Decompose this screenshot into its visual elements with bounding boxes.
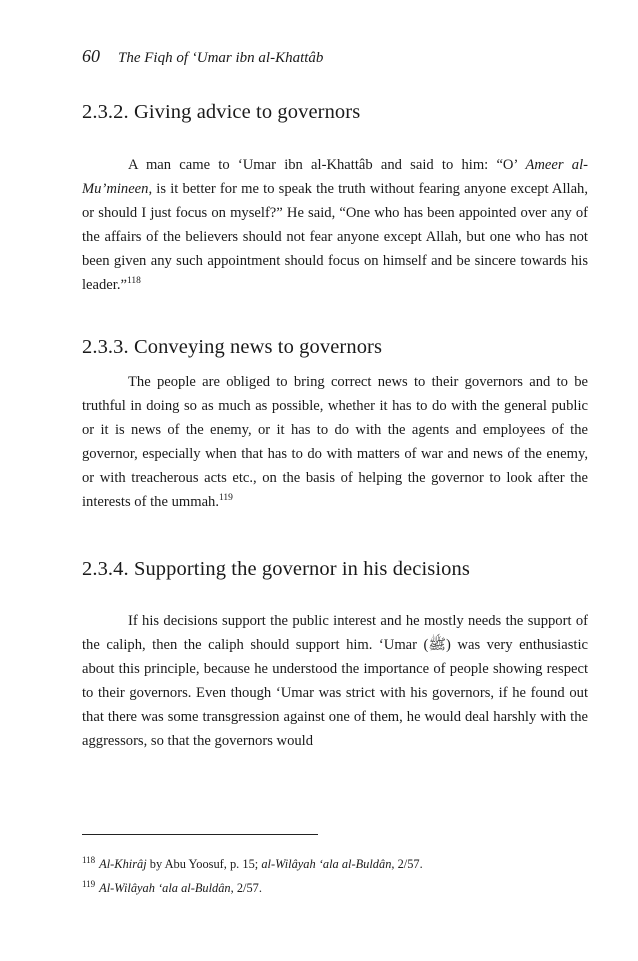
page-number: 60 <box>82 46 100 66</box>
footnote-118 <box>82 854 423 872</box>
paragraph-text: If his decisions support the public interest and he mostly needs the support of the caliph, then the caliph should support him. ‘Umar (ﷺ) was very enthusiastic about this principle, because he understood the importance of people showing respect to their governors. Even though ‘Umar was strict with his governors, if he found out that there was some transgression against one of them, he would deal harshly with the aggressors, so that the governors would <box>82 613 588 750</box>
footnote-divider <box>82 834 318 835</box>
section-heading-advice: 2.3.2. Giving advice to governors <box>82 101 361 123</box>
footnote-ref: 118 <box>126 276 141 287</box>
book-page <box>82 0 590 961</box>
paragraph-text: A man came to ‘Umar ibn al-Khattâb and said to him: “O’ <box>128 157 526 173</box>
paragraph-advice <box>82 153 588 298</box>
running-head <box>82 46 323 67</box>
footnote-ref: 119 <box>219 493 233 504</box>
paragraph-news <box>82 370 588 515</box>
section-heading-news: 2.3.3. Conveying news to governors <box>82 336 383 358</box>
paragraph-text: The people are obliged to bring correct news to their governors and to be truthful in doing so as much as possible, whether it has to do with the general public or it is news of the enemy, or it has to do with the agents and employees of the governor, especially when that has to do with matters of war and news of the enemy, or with treacherous acts etc., on the basis of helping the governor to look after the interests of the ummah. <box>82 374 588 511</box>
paragraph-text: , is it better for me to speak the truth without fearing anyone except Allah, or should I just focus on myself?” He said, “One who has been appointed over any of the affairs of the believers should not fear anyone except Allah, but one who has not been given any such appointment should focus on himself and be sincere towards his leader.” <box>82 181 588 294</box>
footnote-ref-text: , 2/57. <box>391 857 423 871</box>
footnote-119 <box>82 878 262 896</box>
footnote-number: 119 <box>82 878 96 889</box>
paragraph-support <box>82 609 588 754</box>
footnote-ref-text: , 2/57. <box>230 881 262 895</box>
footnote-source: al-Wilâyah ‘ala al-Buldân <box>261 857 392 871</box>
paragraph-italic: Ameer al-Mu’mineen <box>82 157 588 198</box>
footnote-title: Al-Khirâj <box>99 857 147 871</box>
book-title: The Fiqh of ‘Umar ibn al-Khattâb <box>118 50 324 66</box>
footnote-text: by Abu Yoosuf, p. 15; <box>146 857 262 871</box>
footnote-number: 118 <box>82 854 96 865</box>
footnote-source: Al-Wilâyah ‘ala al-Buldân <box>99 881 231 895</box>
section-heading-support: 2.3.4. Supporting the governor in his decisions <box>82 558 470 580</box>
